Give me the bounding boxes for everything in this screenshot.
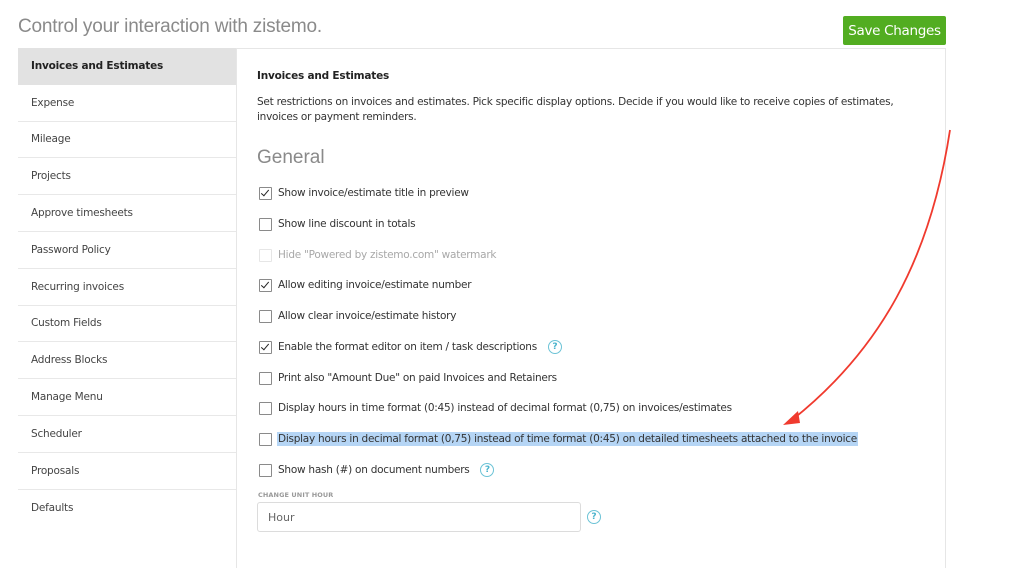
option-label: Allow editing invoice/estimate number (278, 279, 472, 291)
option-label: Display hours in time format (0:45) instead of decimal format (0,75) on invoices/estimates (278, 402, 732, 414)
checkbox[interactable] (259, 310, 272, 323)
option-show-hash[interactable] (259, 461, 494, 479)
section-description: Set restrictions on invoices and estimates. Pick specific display options. Decide if you would like to receive copies of estimates, invoices or payment reminders. (257, 96, 894, 123)
sidebar-item-manage-menu[interactable]: Manage Menu (18, 379, 236, 416)
option-label: Display hours in decimal format (0,75) instead of time format (0:45) on detailed timesheets attached to the invoice (278, 433, 858, 445)
option-show-title-in-preview[interactable] (259, 184, 470, 202)
option-label: Allow clear invoice/estimate history (278, 310, 457, 322)
sidebar-item-approve-timesheets[interactable]: Approve timesheets (18, 195, 236, 232)
sidebar-item-mileage[interactable]: Mileage (18, 122, 236, 159)
sidebar-item-defaults[interactable]: Defaults (31, 501, 74, 514)
sidebar-item-password-policy[interactable]: Password Policy (18, 232, 236, 269)
sidebar-item-custom-fields[interactable]: Custom Fields (18, 306, 236, 343)
option-allow-clear-history[interactable] (259, 307, 457, 325)
option-label: Enable the format editor on item / task descriptions (278, 341, 537, 353)
option-label: Hide "Powered by zistemo.com" watermark (278, 249, 497, 261)
checkbox[interactable] (259, 433, 272, 446)
checkbox[interactable] (259, 372, 272, 385)
general-heading: General (257, 147, 325, 168)
sidebar-item-scheduler[interactable]: Scheduler (18, 416, 236, 453)
option-label: Show hash (#) on document numbers (278, 464, 470, 476)
sidebar-item-expense[interactable]: Expense (18, 85, 236, 122)
checkbox[interactable] (259, 279, 272, 292)
sidebar-item-address-blocks[interactable]: Address Blocks (18, 342, 236, 379)
option-show-line-discount[interactable] (259, 215, 416, 233)
option-hide-watermark (259, 246, 497, 264)
option-hours-time-format[interactable] (259, 399, 733, 417)
settings-sidebar (18, 48, 236, 526)
sidebar-item-recurring-invoices[interactable]: Recurring invoices (18, 269, 236, 306)
sidebar-item-proposals[interactable]: Proposals (18, 453, 236, 490)
checkbox (259, 249, 272, 262)
option-enable-format-editor[interactable] (259, 338, 562, 356)
help-icon[interactable]: ? (587, 510, 601, 524)
option-label: Show invoice/estimate title in preview (278, 187, 469, 199)
help-icon[interactable]: ? (480, 463, 494, 477)
unit-hour-label: CHANGE UNIT HOUR (258, 491, 334, 499)
page-title: Control your interaction with zistemo. (18, 16, 322, 37)
checkbox[interactable] (259, 464, 272, 477)
checkbox[interactable] (259, 402, 272, 415)
option-allow-editing-number[interactable] (259, 276, 472, 294)
save-changes-button[interactable]: Save Changes (843, 16, 946, 45)
section-title: Invoices and Estimates (257, 70, 390, 82)
option-hours-decimal-timesheets[interactable] (259, 430, 858, 448)
sidebar-item-invoices-and-estimates[interactable]: Invoices and Estimates (18, 48, 236, 85)
option-label: Print also "Amount Due" on paid Invoices and Retainers (278, 372, 557, 384)
help-icon[interactable]: ? (548, 340, 562, 354)
checkbox[interactable] (259, 187, 272, 200)
settings-panel (236, 48, 946, 568)
option-label: Show line discount in totals (278, 218, 416, 230)
checkbox[interactable] (259, 341, 272, 354)
sidebar-item-projects[interactable]: Projects (18, 158, 236, 195)
checkbox[interactable] (259, 218, 272, 231)
option-print-amount-due[interactable] (259, 369, 558, 387)
unit-hour-input[interactable] (257, 502, 581, 532)
